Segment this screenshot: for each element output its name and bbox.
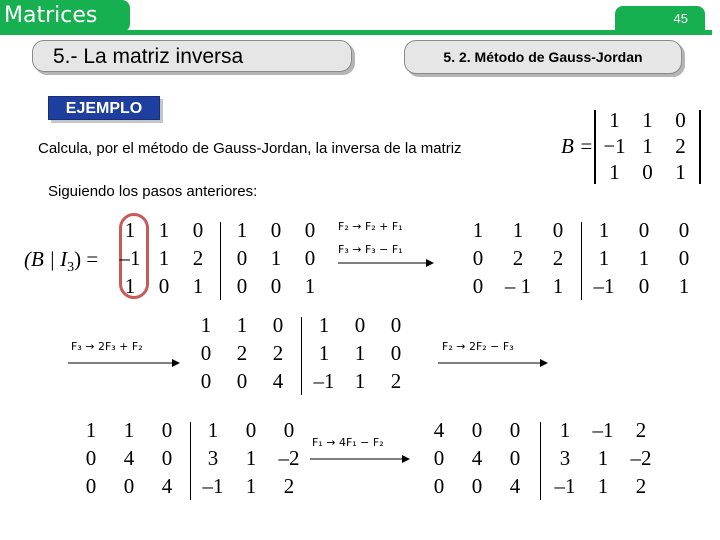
matrix-entry: 1 — [304, 274, 316, 298]
matrix-entry: 0 — [471, 474, 483, 498]
matrix-bracket — [594, 110, 596, 184]
matrix-entry: 0 — [85, 474, 97, 498]
matrix-entry: 1 — [318, 313, 330, 337]
matrix-entry: 0 — [270, 218, 282, 242]
augment-separator — [301, 317, 302, 395]
matrix-entry: 2 — [272, 341, 284, 365]
matrix-left-block — [113, 218, 215, 302]
matrix-entry: –1 — [202, 474, 224, 498]
matrix-entry: 2 — [283, 474, 295, 498]
matrix-entry: 1 — [597, 446, 609, 470]
matrix-entry: 0 — [272, 313, 284, 337]
matrix-entry: −1 — [603, 134, 626, 158]
matrix-entry: 0 — [270, 274, 282, 298]
matrix-entry: 0 — [675, 108, 686, 132]
matrix-entry: –1 — [593, 274, 615, 298]
matrix-entry: 4 — [161, 474, 173, 498]
example-prompt: Calcula, por el método de Gauss-Jordan, la inversa de la matriz — [38, 140, 462, 157]
matrix-entry: 0 — [304, 218, 316, 242]
matrix-entry: –2 — [278, 446, 300, 470]
example-badge: EJEMPLO — [48, 96, 160, 120]
matrix-entry: 0 — [509, 418, 521, 442]
matrix-entry: 0 — [642, 160, 653, 184]
matrix-entry: 0 — [161, 418, 173, 442]
matrix-entry: 1 — [472, 218, 484, 242]
matrix-entry: 1 — [642, 134, 653, 158]
matrix-entry: 1 — [638, 246, 650, 270]
matrix-entry: 0 — [304, 246, 316, 270]
matrix-entry: –2 — [630, 446, 652, 470]
matrix-entry: –1 — [592, 418, 614, 442]
matrix-entry: 1 — [236, 313, 248, 337]
matrix-entry: 0 — [509, 446, 521, 470]
matrix-entry: 0 — [471, 418, 483, 442]
matrix-right-block — [546, 418, 660, 502]
row-op-3: F₂ → 2F₂ − F₃ — [442, 340, 514, 353]
matrix-entry: 0 — [236, 369, 248, 393]
matrix-entry: 1 — [552, 274, 564, 298]
augmented-label — [24, 247, 98, 276]
matrix-entry: 0 — [552, 218, 564, 242]
matrix-entry: 4 — [471, 446, 483, 470]
matrix-entry: 0 — [245, 418, 257, 442]
matrix-left-block — [420, 418, 534, 502]
matrix-entry: 1 — [124, 274, 136, 298]
matrix-entry: 2 — [635, 474, 647, 498]
matrix-entry: 4 — [123, 446, 135, 470]
matrix-entry: 1 — [642, 108, 653, 132]
steps-intro: Siguiendo los pasos anteriores: — [48, 183, 258, 200]
augment-separator — [540, 422, 541, 500]
matrix-right-block — [225, 218, 327, 302]
matrix-entry: 1 — [158, 218, 170, 242]
matrix-entry: 0 — [433, 446, 445, 470]
matrix-entry: 1 — [598, 246, 610, 270]
matrix-entry: 1 — [207, 418, 219, 442]
matrix-entry: 1 — [354, 341, 366, 365]
matrix-entry: 1 — [200, 313, 212, 337]
row-op-1a: F₂ → F₂ + F₁ — [338, 220, 403, 233]
matrix-entry: 0 — [638, 218, 650, 242]
matrix-entry: 0 — [678, 246, 690, 270]
matrix-entry: 2 — [675, 134, 686, 158]
matrix-entry: 0 — [192, 218, 204, 242]
section-title: 5.- La matriz inversa — [32, 40, 352, 72]
matrix-entry: 2 — [552, 246, 564, 270]
matrix-entry: 1 — [609, 160, 620, 184]
matrix-entry: 1 — [245, 446, 257, 470]
matrix-entry: 0 — [161, 446, 173, 470]
matrix-entry: 1 — [598, 218, 610, 242]
app-title: Matrices — [0, 0, 130, 32]
matrix-entry: 0 — [638, 274, 650, 298]
matrix-entry: 0 — [390, 313, 402, 337]
matrix-entry: 3 — [559, 446, 571, 470]
arrow-icon — [338, 258, 434, 268]
matrix-entry: 1 — [512, 218, 524, 242]
matrix-entry: 0 — [354, 313, 366, 337]
matrix-entry: 1 — [354, 369, 366, 393]
matrix-entry: 0 — [236, 274, 248, 298]
matrix-entry: –1 — [313, 369, 335, 393]
matrix-entry: 0 — [678, 218, 690, 242]
matrix-entry: 0 — [158, 274, 170, 298]
method-title: 5. 2. Método de Gauss-Jordan — [404, 40, 682, 74]
matrix-bracket — [699, 110, 701, 184]
matrix-entry: 1 — [124, 218, 136, 242]
matrix-entry: 1 — [609, 108, 620, 132]
matrix-entry: 1 — [245, 474, 257, 498]
matrix-entry: 0 — [283, 418, 295, 442]
row-op-2: F₃ → 2F₃ + F₂ — [71, 340, 143, 353]
matrix-entry: 1 — [192, 274, 204, 298]
arrow-icon — [438, 358, 548, 368]
matrix-entry: 3 — [207, 446, 219, 470]
matrix-entry: 0 — [433, 474, 445, 498]
augmented-close: ) = — [74, 247, 99, 271]
matrix-entry: 1 — [123, 418, 135, 442]
matrix-left-block — [72, 418, 186, 502]
matrix-entry: 1 — [270, 246, 282, 270]
matrix-entry: 4 — [433, 418, 445, 442]
matrix-entry: 2 — [512, 246, 524, 270]
augment-separator — [220, 222, 221, 300]
matrix-entry: 1 — [85, 418, 97, 442]
matrix-entry: 1 — [678, 274, 690, 298]
matrix-entry: 1 — [597, 474, 609, 498]
matrix-entry: 0 — [390, 341, 402, 365]
matrix-right-block — [194, 418, 308, 502]
matrix-entry: 0 — [472, 246, 484, 270]
matrix-entry: 4 — [509, 474, 521, 498]
matrix-entry: 0 — [236, 246, 248, 270]
matrix-entry: 2 — [192, 246, 204, 270]
arrow-icon — [310, 454, 410, 464]
augmented-label-text: (B | I — [24, 247, 68, 271]
matrix-entry: 0 — [85, 446, 97, 470]
matrix-entry: 2 — [635, 418, 647, 442]
matrix-entry: 1 — [675, 160, 686, 184]
matrix-entry: 0 — [123, 474, 135, 498]
page-number: 45 — [626, 6, 694, 32]
augmented-sub: 3 — [67, 260, 75, 276]
matrix-b-label: B = — [561, 134, 594, 158]
matrix-right-block — [584, 218, 704, 302]
row-op-1b: F₃ → F₃ − F₁ — [338, 243, 403, 256]
matrix-entry: 1 — [318, 341, 330, 365]
matrix-entry: 4 — [272, 369, 284, 393]
matrix-left-block — [458, 218, 578, 302]
matrix-right-block — [306, 313, 414, 397]
arrow-icon — [68, 358, 180, 368]
matrix-entry: 0 — [200, 341, 212, 365]
augment-separator — [581, 222, 582, 300]
matrix-entry: – 1 — [504, 274, 532, 298]
matrix-entry: 2 — [390, 369, 402, 393]
matrix-entry: 0 — [472, 274, 484, 298]
matrix-left-block — [188, 313, 296, 397]
matrix-entry: –1 — [554, 474, 576, 498]
augment-separator — [190, 422, 191, 500]
matrix-entry: 1 — [158, 246, 170, 270]
matrix-entry: 1 — [559, 418, 571, 442]
matrix-entry: 2 — [236, 341, 248, 365]
matrix-entry: 0 — [200, 369, 212, 393]
row-op-4: F₁ → 4F₁ − F₂ — [312, 436, 384, 449]
matrix-b — [598, 108, 697, 186]
matrix-entry: –1 — [119, 246, 141, 270]
matrix-entry: 1 — [236, 218, 248, 242]
